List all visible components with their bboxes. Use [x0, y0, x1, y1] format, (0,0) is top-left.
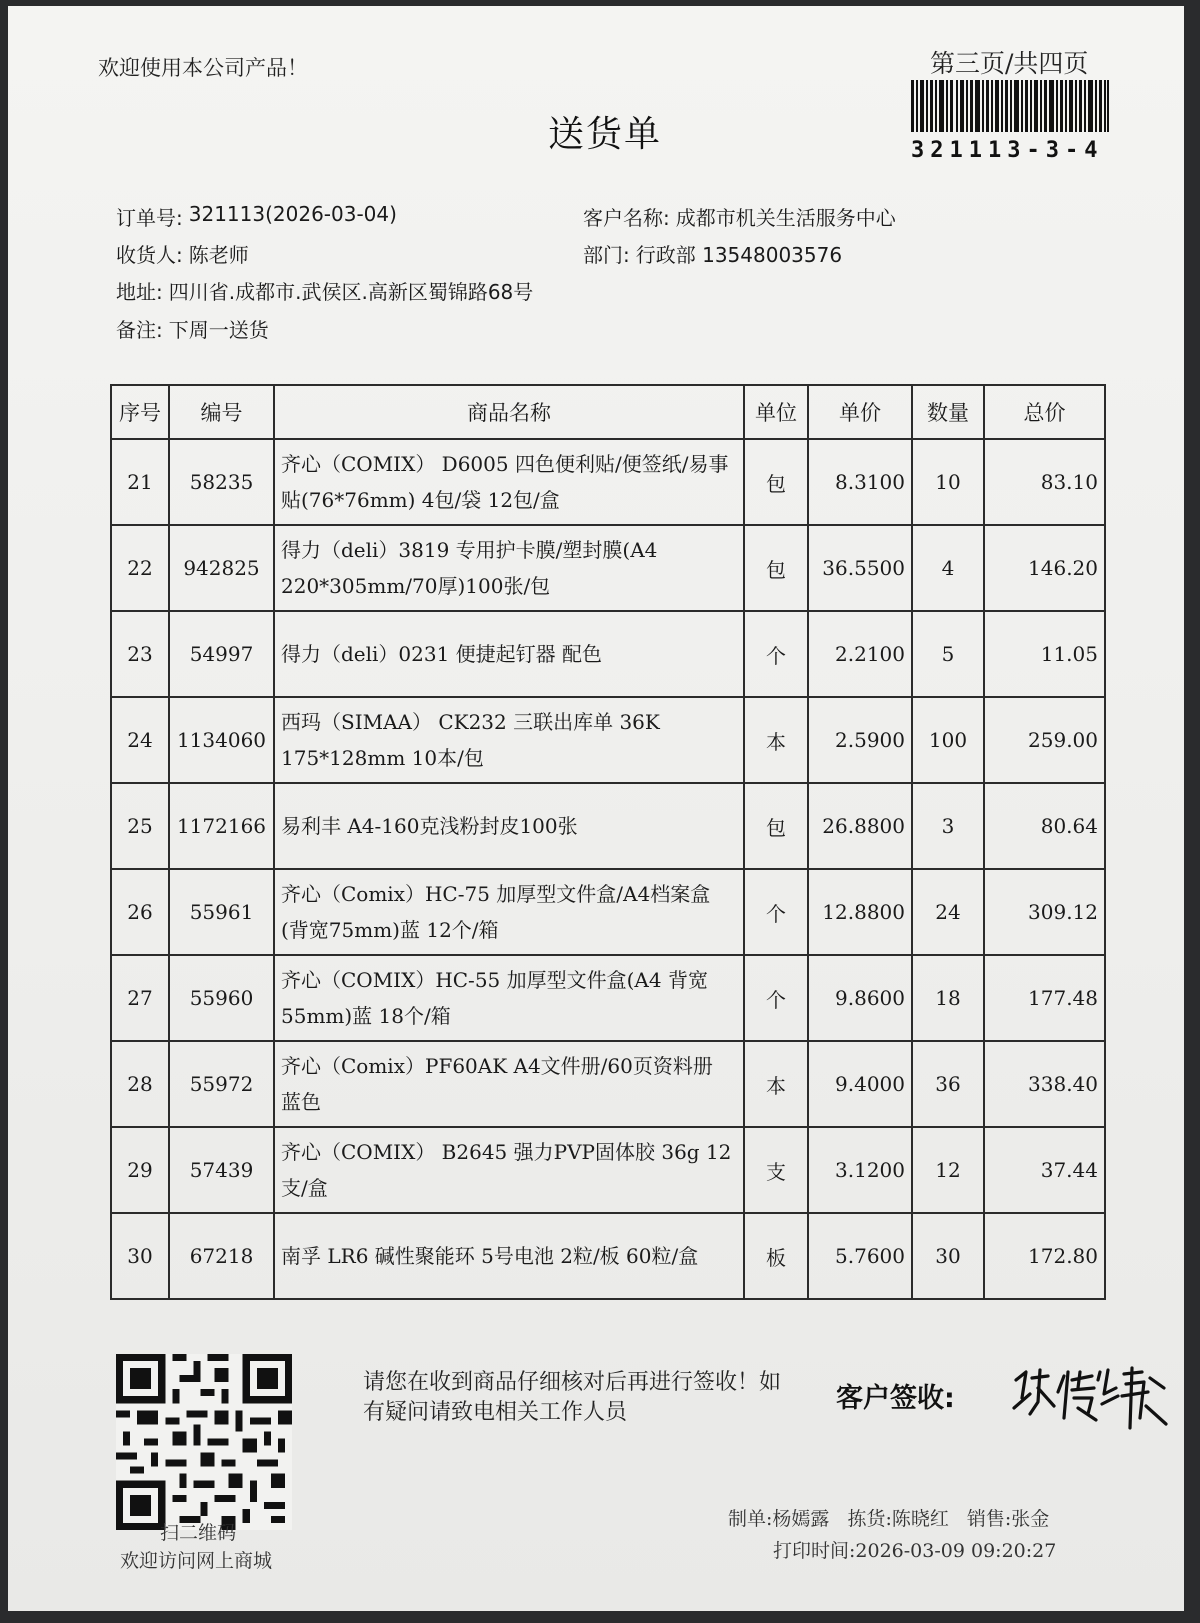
- cell-name: 得力（deli）0231 便捷起钉器 配色: [274, 611, 744, 697]
- maker-info: 制单:杨嫣露: [728, 1508, 830, 1530]
- cell-unit: 包: [744, 439, 808, 525]
- table-row: [111, 525, 1105, 611]
- cell-qty: 18: [912, 955, 984, 1041]
- cell-price: 2.2100: [808, 611, 912, 697]
- col-header-unit: 单位: [744, 385, 808, 439]
- cell-code: 67218: [169, 1213, 274, 1299]
- cell-price: 12.8800: [808, 869, 912, 955]
- order-number-label: 订单号:: [116, 206, 183, 230]
- cell-code: 1134060: [169, 697, 274, 783]
- cell-qty: 100: [912, 697, 984, 783]
- table-row: [111, 439, 1105, 525]
- cell-code: 57439: [169, 1127, 274, 1213]
- qr-caption-visit: 欢迎访问网上商城: [120, 1550, 273, 1572]
- cell-price: 3.1200: [808, 1127, 912, 1213]
- cell-unit: 支: [744, 1127, 808, 1213]
- cell-name: 齐心（Comix）HC-75 加厚型文件盒/A4档案盒(背宽75mm)蓝 12个/箱: [274, 869, 744, 955]
- table-row: [111, 1041, 1105, 1127]
- verification-notice: 请您在收到商品仔细核对后再进行签收！如有疑问请致电相关工作人员: [363, 1370, 782, 1425]
- cell-total: 83.10: [984, 439, 1105, 525]
- picker-info: 拣货:陈晓红: [847, 1508, 949, 1530]
- delivery-note-paper: [8, 6, 1184, 1611]
- table-row: [111, 869, 1105, 955]
- receiver-label: 收货人:: [116, 243, 183, 267]
- order-number: 321113(2026-03-04): [188, 202, 397, 226]
- receiver-row: [116, 239, 249, 268]
- cell-total: 338.40: [984, 1041, 1105, 1127]
- col-header-price: 单价: [808, 385, 912, 439]
- cell-seq: 24: [111, 697, 169, 783]
- customer-name: 成都市机关生活服务中心: [675, 206, 896, 230]
- qr-caption-scan: 扫二维码: [160, 1522, 237, 1544]
- cell-price: 8.3100: [808, 439, 912, 525]
- table-header-row: [111, 385, 1105, 439]
- cell-price: 36.5500: [808, 525, 912, 611]
- cell-total: 177.48: [984, 955, 1105, 1041]
- cell-code: 55961: [169, 869, 274, 955]
- barcode: [911, 80, 1109, 132]
- cell-price: 9.8600: [808, 955, 912, 1041]
- cell-seq: 22: [111, 525, 169, 611]
- col-header-seq: 序号: [111, 385, 169, 439]
- cell-total: 309.12: [984, 869, 1105, 955]
- department-row: [583, 239, 842, 268]
- receiver-name: 陈老师: [188, 243, 249, 267]
- cell-total: 259.00: [984, 697, 1105, 783]
- table-row: [111, 1127, 1105, 1213]
- cell-qty: 12: [912, 1127, 984, 1213]
- cell-unit: 本: [744, 1041, 808, 1127]
- cell-name: 南孚 LR6 碱性聚能环 5号电池 2粒/板 60粒/盒: [274, 1213, 744, 1299]
- cell-price: 5.7600: [808, 1213, 912, 1299]
- cell-seq: 29: [111, 1127, 169, 1213]
- col-header-name: 商品名称: [274, 385, 744, 439]
- cell-name: 得力（deli）3819 专用护卡膜/塑封膜(A4 220*305mm/70厚)100张/包: [274, 525, 744, 611]
- cell-price: 2.5900: [808, 697, 912, 783]
- cell-total: 80.64: [984, 783, 1105, 869]
- print-time: 打印时间:2026-03-09 09:20:27: [773, 1540, 1057, 1562]
- document-title: 送货单: [548, 114, 663, 155]
- cell-name: 齐心（Comix）PF60AK A4文件册/60页资料册 蓝色: [274, 1041, 744, 1127]
- order-number-row: [116, 202, 397, 231]
- cell-qty: 10: [912, 439, 984, 525]
- cell-seq: 30: [111, 1213, 169, 1299]
- welcome-text: 欢迎使用本公司产品！: [98, 56, 308, 80]
- cell-code: 58235: [169, 439, 274, 525]
- customer-row: [583, 202, 896, 231]
- cell-seq: 28: [111, 1041, 169, 1127]
- address-label: 地址:: [116, 280, 163, 304]
- customer-label: 客户名称:: [583, 206, 670, 230]
- cell-total: 172.80: [984, 1213, 1105, 1299]
- cell-qty: 4: [912, 525, 984, 611]
- table-row: [111, 611, 1105, 697]
- cell-total: 146.20: [984, 525, 1105, 611]
- cell-total: 37.44: [984, 1127, 1105, 1213]
- customer-signature-label: 客户签收:: [836, 1383, 955, 1414]
- col-header-qty: 数量: [912, 385, 984, 439]
- cell-name: 齐心（COMIX） D6005 四色便利贴/便签纸/易事贴(76*76mm) 4包/袋 12包/盒: [274, 439, 744, 525]
- col-header-total: 总价: [984, 385, 1105, 439]
- cell-seq: 21: [111, 439, 169, 525]
- cell-code: 942825: [169, 525, 274, 611]
- qr-code: [116, 1354, 292, 1530]
- sales-info: 销售:张金: [966, 1508, 1050, 1530]
- cell-unit: 包: [744, 525, 808, 611]
- cell-unit: 个: [744, 955, 808, 1041]
- cell-code: 54997: [169, 611, 274, 697]
- cell-unit: 包: [744, 783, 808, 869]
- cell-name: 齐心（COMIX）HC-55 加厚型文件盒(A4 背宽55mm)蓝 18个/箱: [274, 955, 744, 1041]
- department-label: 部门:: [583, 243, 630, 267]
- cell-seq: 25: [111, 783, 169, 869]
- cell-price: 26.8800: [808, 783, 912, 869]
- address-row: [116, 276, 533, 305]
- cell-code: 1172166: [169, 783, 274, 869]
- cell-unit: 个: [744, 869, 808, 955]
- address: 四川省.成都市.武侯区.高新区蜀锦路68号: [168, 280, 534, 304]
- page-indicator: 第三页/共四页: [930, 49, 1089, 78]
- table-row: [111, 955, 1105, 1041]
- department: 行政部 13548003576: [635, 243, 843, 267]
- remark-label: 备注:: [116, 318, 163, 342]
- cell-name: 易利丰 A4-160克浅粉封皮100张: [274, 783, 744, 869]
- cell-qty: 5: [912, 611, 984, 697]
- cell-name: 齐心（COMIX） B2645 强力PVP固体胶 36g 12支/盒: [274, 1127, 744, 1213]
- col-header-code: 编号: [169, 385, 274, 439]
- cell-unit: 板: [744, 1213, 808, 1299]
- cell-price: 9.4000: [808, 1041, 912, 1127]
- table-row: [111, 783, 1105, 869]
- cell-code: 55960: [169, 955, 274, 1041]
- cell-qty: 30: [912, 1213, 984, 1299]
- cell-qty: 36: [912, 1041, 984, 1127]
- remark-row: [116, 314, 269, 343]
- table-row: [111, 697, 1105, 783]
- cell-seq: 23: [111, 611, 169, 697]
- cell-qty: 24: [912, 869, 984, 955]
- barcode-number: 321113-3-4: [911, 138, 1104, 163]
- staff-info: [728, 1504, 1061, 1531]
- cell-seq: 27: [111, 955, 169, 1041]
- remark: 下周一送货: [168, 318, 269, 342]
- cell-code: 55972: [169, 1041, 274, 1127]
- cell-name: 西玛（SIMAA） CK232 三联出库单 36K 175*128mm 10本/包: [274, 697, 744, 783]
- cell-unit: 个: [744, 611, 808, 697]
- cell-unit: 本: [744, 697, 808, 783]
- items-table: [110, 384, 1106, 1300]
- handwritten-signature: [1008, 1358, 1168, 1438]
- table-row: [111, 1213, 1105, 1299]
- cell-seq: 26: [111, 869, 169, 955]
- cell-qty: 3: [912, 783, 984, 869]
- cell-total: 11.05: [984, 611, 1105, 697]
